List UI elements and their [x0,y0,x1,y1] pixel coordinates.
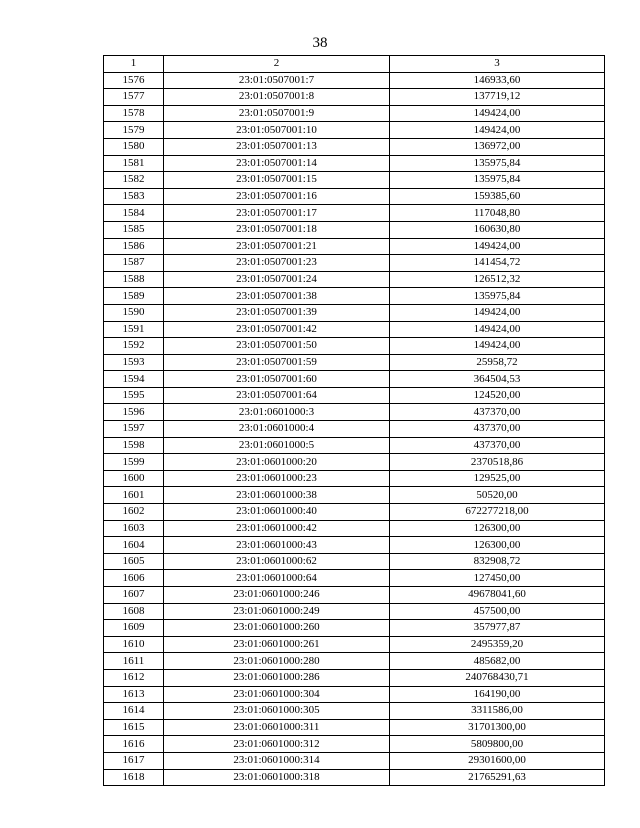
cadastral-number-cell: 23:01:0507001:13 [164,138,390,155]
cadastral-number-cell: 23:01:0601000:246 [164,587,390,604]
value-cell: 437370,00 [390,437,605,454]
value-cell: 485682,00 [390,653,605,670]
table-row [104,172,605,189]
row-number-cell: 1595 [104,387,164,404]
cadastral-number-cell: 23:01:0507001:15 [164,172,390,189]
cadastral-number-cell: 23:01:0507001:59 [164,354,390,371]
cadastral-number-cell: 23:01:0601000:311 [164,719,390,736]
table-row [104,454,605,471]
value-cell: 164190,00 [390,686,605,703]
row-number-cell: 1596 [104,404,164,421]
cadastral-number-cell: 23:01:0507001:39 [164,304,390,321]
cadastral-number-cell: 23:01:0601000:62 [164,553,390,570]
cadastral-number-cell: 23:01:0507001:38 [164,288,390,305]
value-cell: 126512,32 [390,271,605,288]
row-number-cell: 1616 [104,736,164,753]
cadastral-number-cell: 23:01:0507001:23 [164,255,390,272]
value-cell: 137719,12 [390,89,605,106]
row-number-cell: 1607 [104,587,164,604]
value-cell: 2495359,20 [390,636,605,653]
row-number-cell: 1581 [104,155,164,172]
value-cell: 135975,84 [390,288,605,305]
value-cell: 129525,00 [390,470,605,487]
value-cell: 149424,00 [390,105,605,122]
table-row [104,736,605,753]
row-number-cell: 1611 [104,653,164,670]
table-row [104,553,605,570]
column-header-3: 3 [390,56,605,73]
value-cell: 50520,00 [390,487,605,504]
row-number-cell: 1602 [104,504,164,521]
table-row [104,719,605,736]
table-row [104,321,605,338]
column-header-1: 1 [104,56,164,73]
table-row [104,669,605,686]
cadastral-number-cell: 23:01:0601000:5 [164,437,390,454]
table-row [104,437,605,454]
row-number-cell: 1617 [104,752,164,769]
table-row [104,421,605,438]
table-row [104,255,605,272]
table-row [104,504,605,521]
table-row [104,570,605,587]
table-row [104,122,605,139]
value-cell: 357977,87 [390,620,605,637]
value-cell: 149424,00 [390,338,605,355]
value-cell: 364504,53 [390,371,605,388]
cadastral-number-cell: 23:01:0601000:64 [164,570,390,587]
table-row [104,686,605,703]
cadastral-number-cell: 23:01:0507001:64 [164,387,390,404]
cadastral-number-cell: 23:01:0507001:42 [164,321,390,338]
row-number-cell: 1599 [104,454,164,471]
value-cell: 21765291,63 [390,769,605,786]
row-number-cell: 1618 [104,769,164,786]
value-cell: 135975,84 [390,155,605,172]
row-number-cell: 1603 [104,520,164,537]
cadastral-number-cell: 23:01:0507001:16 [164,188,390,205]
value-cell: 31701300,00 [390,719,605,736]
cadastral-number-cell: 23:01:0507001:17 [164,205,390,222]
table-row [104,636,605,653]
cadastral-number-cell: 23:01:0507001:10 [164,122,390,139]
row-number-cell: 1585 [104,221,164,238]
cadastral-number-cell: 23:01:0507001:7 [164,72,390,89]
row-number-cell: 1579 [104,122,164,139]
value-cell: 146933,60 [390,72,605,89]
table-row [104,520,605,537]
cadastral-number-cell: 23:01:0601000:261 [164,636,390,653]
row-number-cell: 1577 [104,89,164,106]
table-body [104,56,605,786]
cadastral-number-cell: 23:01:0507001:24 [164,271,390,288]
table-row [104,304,605,321]
cadastral-number-cell: 23:01:0507001:9 [164,105,390,122]
value-cell: 240768430,71 [390,669,605,686]
table-row [104,221,605,238]
cadastral-number-cell: 23:01:0601000:280 [164,653,390,670]
table-row [104,238,605,255]
row-number-cell: 1604 [104,537,164,554]
cadastral-number-cell: 23:01:0601000:286 [164,669,390,686]
row-number-cell: 1584 [104,205,164,222]
value-cell: 127450,00 [390,570,605,587]
row-number-cell: 1587 [104,255,164,272]
value-cell: 160630,80 [390,221,605,238]
row-number-cell: 1598 [104,437,164,454]
table-row [104,487,605,504]
table-row [104,371,605,388]
cadastral-number-cell: 23:01:0601000:312 [164,736,390,753]
cadastral-number-cell: 23:01:0507001:21 [164,238,390,255]
header-row [104,56,605,73]
cadastral-number-cell: 23:01:0601000:304 [164,686,390,703]
table-row [104,205,605,222]
value-cell: 3311586,00 [390,703,605,720]
row-number-cell: 1576 [104,72,164,89]
cadastral-number-cell: 23:01:0601000:3 [164,404,390,421]
row-number-cell: 1606 [104,570,164,587]
row-number-cell: 1586 [104,238,164,255]
value-cell: 149424,00 [390,304,605,321]
value-cell: 437370,00 [390,421,605,438]
row-number-cell: 1582 [104,172,164,189]
cadastral-number-cell: 23:01:0601000:314 [164,752,390,769]
value-cell: 2370518,86 [390,454,605,471]
row-number-cell: 1594 [104,371,164,388]
cadastral-number-cell: 23:01:0507001:18 [164,221,390,238]
value-cell: 126300,00 [390,537,605,554]
table-row [104,404,605,421]
value-cell: 672277218,00 [390,504,605,521]
row-number-cell: 1590 [104,304,164,321]
table-row [104,288,605,305]
table-row [104,155,605,172]
cadastral-number-cell: 23:01:0601000:20 [164,454,390,471]
value-cell: 5809800,00 [390,736,605,753]
row-number-cell: 1609 [104,620,164,637]
value-cell: 437370,00 [390,404,605,421]
row-number-cell: 1588 [104,271,164,288]
value-cell: 149424,00 [390,122,605,139]
table-row [104,188,605,205]
cadastral-number-cell: 23:01:0601000:38 [164,487,390,504]
cadastral-number-cell: 23:01:0601000:40 [164,504,390,521]
value-cell: 124520,00 [390,387,605,404]
row-number-cell: 1613 [104,686,164,703]
value-cell: 135975,84 [390,172,605,189]
cadastral-number-cell: 23:01:0507001:50 [164,338,390,355]
data-table [103,55,605,786]
row-number-cell: 1614 [104,703,164,720]
row-number-cell: 1589 [104,288,164,305]
row-number-cell: 1591 [104,321,164,338]
value-cell: 159385,60 [390,188,605,205]
cadastral-number-cell: 23:01:0601000:42 [164,520,390,537]
table-row [104,89,605,106]
value-cell: 126300,00 [390,520,605,537]
row-number-cell: 1592 [104,338,164,355]
value-cell: 136972,00 [390,138,605,155]
cadastral-number-cell: 23:01:0601000:43 [164,537,390,554]
table-row [104,470,605,487]
row-number-cell: 1601 [104,487,164,504]
cadastral-number-cell: 23:01:0601000:4 [164,421,390,438]
table-row [104,354,605,371]
cadastral-number-cell: 23:01:0507001:60 [164,371,390,388]
cadastral-number-cell: 23:01:0601000:318 [164,769,390,786]
row-number-cell: 1597 [104,421,164,438]
value-cell: 149424,00 [390,321,605,338]
cadastral-number-cell: 23:01:0601000:249 [164,603,390,620]
row-number-cell: 1578 [104,105,164,122]
cadastral-number-cell: 23:01:0601000:305 [164,703,390,720]
row-number-cell: 1593 [104,354,164,371]
table-row [104,72,605,89]
table-row [104,653,605,670]
row-number-cell: 1605 [104,553,164,570]
row-number-cell: 1583 [104,188,164,205]
row-number-cell: 1610 [104,636,164,653]
cadastral-number-cell: 23:01:0601000:23 [164,470,390,487]
table-row [104,769,605,786]
table-row [104,138,605,155]
row-number-cell: 1612 [104,669,164,686]
table-row [104,105,605,122]
table-row [104,338,605,355]
row-number-cell: 1615 [104,719,164,736]
value-cell: 141454,72 [390,255,605,272]
cadastral-number-cell: 23:01:0507001:14 [164,155,390,172]
value-cell: 49678041,60 [390,587,605,604]
table-row [104,703,605,720]
table-row [104,603,605,620]
page-number: 38 [312,35,328,51]
table-row [104,587,605,604]
row-number-cell: 1580 [104,138,164,155]
table-row [104,387,605,404]
column-header-2: 2 [164,56,390,73]
table-row [104,537,605,554]
value-cell: 149424,00 [390,238,605,255]
row-number-cell: 1600 [104,470,164,487]
value-cell: 29301600,00 [390,752,605,769]
value-cell: 117048,80 [390,205,605,222]
value-cell: 25958,72 [390,354,605,371]
value-cell: 832908,72 [390,553,605,570]
value-cell: 457500,00 [390,603,605,620]
table-row [104,271,605,288]
table-row [104,752,605,769]
table-row [104,620,605,637]
row-number-cell: 1608 [104,603,164,620]
cadastral-number-cell: 23:01:0601000:260 [164,620,390,637]
cadastral-number-cell: 23:01:0507001:8 [164,89,390,106]
